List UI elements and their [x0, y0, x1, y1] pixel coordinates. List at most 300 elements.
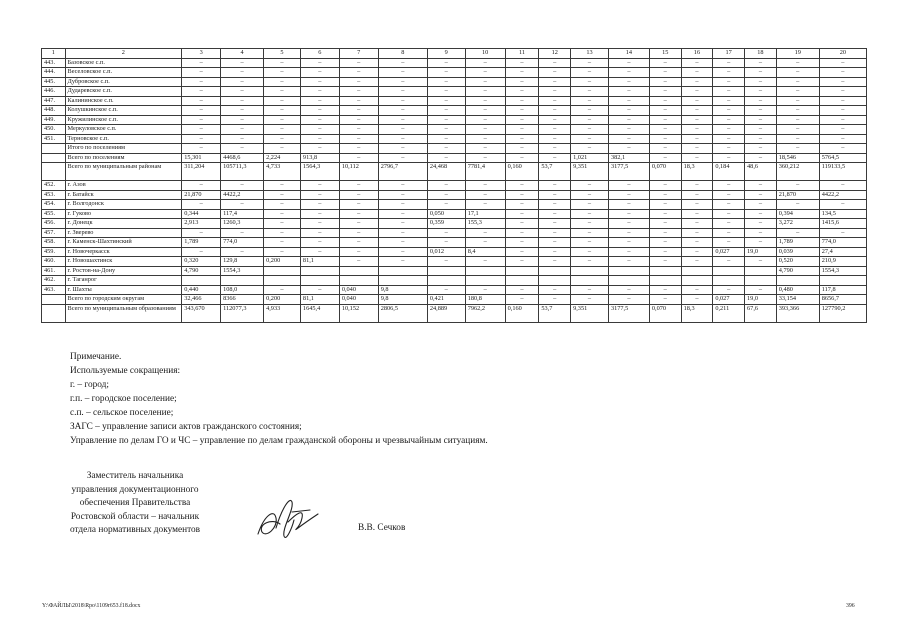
value-cell — [300, 266, 339, 276]
value-cell: 7781,4 — [465, 163, 505, 181]
value-cell: – — [745, 125, 777, 135]
value-cell: – — [745, 87, 777, 97]
value-cell: – — [505, 96, 539, 106]
value-cell: – — [465, 134, 505, 144]
value-cell: 913,8 — [300, 153, 339, 163]
table-row — [42, 285, 867, 295]
value-cell — [681, 276, 713, 286]
value-cell: – — [378, 219, 427, 229]
value-cell: – — [465, 257, 505, 267]
row-name-cell: г. Ростов-на-Дону — [65, 266, 182, 276]
value-cell: 1,789 — [182, 238, 221, 248]
value-cell: 24,889 — [427, 304, 465, 322]
value-cell: 2,224 — [264, 153, 301, 163]
value-cell: – — [339, 134, 378, 144]
value-cell: – — [378, 238, 427, 248]
value-cell: 3177,5 — [608, 304, 649, 322]
value-cell: – — [221, 247, 264, 257]
row-name-cell: г. Шахты — [65, 285, 182, 295]
row-name-cell: г. Волгодонск — [65, 200, 182, 210]
value-cell: – — [608, 134, 649, 144]
value-cell: – — [339, 106, 378, 116]
column-header: 16 — [681, 49, 713, 59]
column-header: 18 — [745, 49, 777, 59]
value-cell: – — [649, 58, 681, 68]
value-cell: – — [539, 144, 571, 154]
value-cell: 81,1 — [300, 257, 339, 267]
value-cell — [465, 266, 505, 276]
value-cell: 4468,6 — [221, 153, 264, 163]
value-cell — [339, 266, 378, 276]
note-line: с.п. – сельское поселение; — [70, 408, 174, 418]
value-cell: – — [264, 106, 301, 116]
value-cell: – — [505, 257, 539, 267]
value-cell: 0,421 — [427, 295, 465, 305]
row-number-cell: 443. — [42, 58, 66, 68]
value-cell: – — [713, 106, 745, 116]
column-header: 17 — [713, 49, 745, 59]
value-cell: 127790,2 — [819, 304, 866, 322]
value-cell — [378, 276, 427, 286]
value-cell: – — [339, 257, 378, 267]
value-cell: – — [427, 200, 465, 210]
value-cell: – — [465, 106, 505, 116]
value-cell: – — [539, 87, 571, 97]
column-header: 8 — [378, 49, 427, 59]
value-cell: – — [505, 200, 539, 210]
value-cell: 180,8 — [465, 295, 505, 305]
row-number-cell — [42, 304, 66, 322]
value-cell: – — [300, 238, 339, 248]
value-cell — [427, 266, 465, 276]
value-cell: 393,366 — [776, 304, 819, 322]
value-cell: – — [539, 153, 571, 163]
value-cell: – — [221, 68, 264, 78]
table-row — [42, 163, 867, 181]
value-cell: – — [649, 190, 681, 200]
value-cell: – — [776, 144, 819, 154]
value-cell: – — [745, 238, 777, 248]
value-cell: – — [745, 181, 777, 191]
value-cell: 0,070 — [649, 304, 681, 322]
value-cell: 24,468 — [427, 163, 465, 181]
value-cell: 0,050 — [427, 209, 465, 219]
value-cell: – — [300, 219, 339, 229]
value-cell: – — [745, 58, 777, 68]
value-cell: – — [465, 144, 505, 154]
row-name-cell: г. Новошахтинск — [65, 257, 182, 267]
footer-file-path: Y:\ФАЙЛЫ\2018\Rpo\1109r653.f18.docx — [42, 603, 141, 609]
value-cell: – — [427, 106, 465, 116]
value-cell: 18,3 — [681, 163, 713, 181]
value-cell: – — [300, 58, 339, 68]
value-cell: – — [427, 96, 465, 106]
value-cell: – — [649, 125, 681, 135]
value-cell: – — [539, 58, 571, 68]
row-number-cell: 451. — [42, 134, 66, 144]
value-cell: – — [681, 200, 713, 210]
value-cell: – — [264, 190, 301, 200]
value-cell: – — [182, 200, 221, 210]
value-cell: – — [505, 181, 539, 191]
value-cell — [539, 276, 571, 286]
value-cell: – — [681, 247, 713, 257]
value-cell: – — [182, 96, 221, 106]
value-cell: – — [505, 115, 539, 125]
value-cell: 0,200 — [264, 257, 301, 267]
value-cell: – — [427, 190, 465, 200]
value-cell: 8,4 — [465, 247, 505, 257]
value-cell — [608, 266, 649, 276]
value-cell: – — [649, 295, 681, 305]
value-cell: – — [713, 219, 745, 229]
value-cell: – — [681, 285, 713, 295]
value-cell: – — [745, 228, 777, 238]
table-row — [42, 87, 867, 97]
value-cell: – — [264, 181, 301, 191]
value-cell: – — [300, 87, 339, 97]
value-cell: – — [713, 96, 745, 106]
value-cell: – — [182, 68, 221, 78]
value-cell: – — [378, 181, 427, 191]
value-cell — [505, 276, 539, 286]
value-cell: 9,351 — [571, 304, 609, 322]
value-cell: – — [539, 96, 571, 106]
value-cell: – — [465, 96, 505, 106]
value-cell: – — [505, 209, 539, 219]
row-number-cell — [42, 153, 66, 163]
value-cell: – — [819, 200, 866, 210]
row-number-cell — [42, 295, 66, 305]
value-cell: – — [505, 106, 539, 116]
value-cell — [713, 276, 745, 286]
value-cell: 0,520 — [776, 257, 819, 267]
row-number-cell: 458. — [42, 238, 66, 248]
value-cell: – — [608, 125, 649, 135]
value-cell: – — [465, 153, 505, 163]
handwritten-signature — [252, 488, 324, 550]
position-line: Ростовской области – начальник — [70, 511, 200, 522]
value-cell: 774,0 — [221, 238, 264, 248]
value-cell: – — [221, 134, 264, 144]
value-cell: – — [571, 77, 609, 87]
value-cell: – — [571, 96, 609, 106]
value-cell: – — [649, 228, 681, 238]
value-cell: – — [339, 238, 378, 248]
column-header: 6 — [300, 49, 339, 59]
value-cell: – — [378, 144, 427, 154]
row-number-cell: 456. — [42, 219, 66, 229]
value-cell: – — [221, 96, 264, 106]
value-cell: – — [300, 285, 339, 295]
value-cell: – — [681, 209, 713, 219]
value-cell: – — [465, 125, 505, 135]
value-cell: 1415,6 — [819, 219, 866, 229]
value-cell: 0,039 — [776, 247, 819, 257]
data-table — [41, 48, 867, 323]
value-cell: – — [776, 96, 819, 106]
value-cell: – — [713, 257, 745, 267]
value-cell — [378, 266, 427, 276]
value-cell: – — [300, 125, 339, 135]
row-number-cell: 448. — [42, 106, 66, 116]
value-cell: – — [427, 125, 465, 135]
column-header: 13 — [571, 49, 609, 59]
value-cell: – — [378, 68, 427, 78]
table-row — [42, 276, 867, 286]
row-name-cell: Дударевское с.п. — [65, 87, 182, 97]
value-cell: – — [745, 96, 777, 106]
value-cell: – — [649, 96, 681, 106]
table-row — [42, 238, 867, 248]
value-cell: – — [713, 77, 745, 87]
note-line: г. – город; — [70, 380, 109, 390]
value-cell: – — [465, 58, 505, 68]
value-cell: – — [649, 134, 681, 144]
value-cell: – — [300, 209, 339, 219]
value-cell: – — [539, 106, 571, 116]
value-cell: 0,160 — [505, 304, 539, 322]
row-number-cell: 463. — [42, 285, 66, 295]
row-name-cell: Всего по городским округам — [65, 295, 182, 305]
row-name-cell: г. Азов — [65, 181, 182, 191]
column-header: 1 — [42, 49, 66, 59]
row-number-cell: 444. — [42, 68, 66, 78]
value-cell: – — [505, 144, 539, 154]
value-cell: – — [182, 247, 221, 257]
value-cell: 0,320 — [182, 257, 221, 267]
column-header: 3 — [182, 49, 221, 59]
value-cell: – — [819, 87, 866, 97]
value-cell: – — [465, 228, 505, 238]
value-cell: – — [505, 134, 539, 144]
value-cell — [221, 276, 264, 286]
value-cell: – — [505, 247, 539, 257]
value-cell: – — [539, 285, 571, 295]
value-cell: – — [681, 219, 713, 229]
value-cell: – — [427, 134, 465, 144]
value-cell: – — [427, 115, 465, 125]
value-cell: 9,351 — [571, 163, 609, 181]
signatory-position — [40, 470, 230, 538]
position-line: Заместитель начальника — [86, 471, 184, 481]
value-cell: – — [465, 285, 505, 295]
row-name-cell: Всего по муниципальным образованиям — [65, 304, 182, 322]
value-cell: – — [649, 219, 681, 229]
table-row — [42, 68, 867, 78]
value-cell: – — [571, 115, 609, 125]
value-cell: 17,1 — [465, 209, 505, 219]
row-name-cell: г. Зверево — [65, 228, 182, 238]
value-cell: – — [539, 219, 571, 229]
value-cell: – — [505, 125, 539, 135]
value-cell: – — [649, 238, 681, 248]
value-cell: – — [182, 106, 221, 116]
value-cell — [776, 276, 819, 286]
note-block — [70, 350, 488, 448]
value-cell: – — [681, 238, 713, 248]
value-cell: – — [713, 115, 745, 125]
row-name-cell: г. Гуково — [65, 209, 182, 219]
row-number-cell: 461. — [42, 266, 66, 276]
value-cell: – — [745, 219, 777, 229]
value-cell: 2806,5 — [378, 304, 427, 322]
value-cell: – — [339, 247, 378, 257]
value-cell: – — [745, 190, 777, 200]
value-cell: – — [505, 58, 539, 68]
value-cell: 2,913 — [182, 219, 221, 229]
value-cell: – — [264, 238, 301, 248]
value-cell: – — [300, 134, 339, 144]
row-name-cell: Веселовское с.п. — [65, 68, 182, 78]
value-cell: – — [776, 181, 819, 191]
row-number-cell: 453. — [42, 190, 66, 200]
value-cell: – — [300, 96, 339, 106]
value-cell: 19,0 — [745, 247, 777, 257]
value-cell: – — [221, 115, 264, 125]
value-cell: – — [339, 125, 378, 135]
value-cell: – — [264, 115, 301, 125]
value-cell: 105711,3 — [221, 163, 264, 181]
value-cell: 0,027 — [713, 295, 745, 305]
row-number-cell: 462. — [42, 276, 66, 286]
value-cell — [571, 266, 609, 276]
value-cell: – — [713, 134, 745, 144]
value-cell: – — [681, 125, 713, 135]
value-cell: – — [819, 144, 866, 154]
column-header: 15 — [649, 49, 681, 59]
value-cell: – — [182, 228, 221, 238]
value-cell: 7962,2 — [465, 304, 505, 322]
value-cell: – — [300, 115, 339, 125]
row-number-cell: 446. — [42, 87, 66, 97]
value-cell: 19,0 — [745, 295, 777, 305]
table-row — [42, 190, 867, 200]
value-cell: 2796,7 — [378, 163, 427, 181]
value-cell: 155,3 — [465, 219, 505, 229]
value-cell: – — [819, 115, 866, 125]
value-cell: – — [378, 115, 427, 125]
value-cell: – — [465, 68, 505, 78]
value-cell: – — [539, 247, 571, 257]
value-cell: – — [571, 58, 609, 68]
value-cell: – — [264, 219, 301, 229]
value-cell: – — [300, 144, 339, 154]
value-cell: – — [713, 228, 745, 238]
note-title: Примечание. — [70, 352, 122, 362]
value-cell: 18,546 — [776, 153, 819, 163]
value-cell: – — [608, 181, 649, 191]
value-cell: – — [649, 209, 681, 219]
value-cell: – — [427, 257, 465, 267]
value-cell: 27,4 — [819, 247, 866, 257]
value-cell: – — [571, 257, 609, 267]
signer-name: В.В. Сечков — [358, 523, 406, 533]
value-cell: – — [608, 200, 649, 210]
value-cell: 0,440 — [182, 285, 221, 295]
row-number-cell: 459. — [42, 247, 66, 257]
value-cell: 21,870 — [776, 190, 819, 200]
value-cell: – — [339, 68, 378, 78]
value-cell: – — [427, 68, 465, 78]
value-cell: 9,8 — [378, 295, 427, 305]
column-header: 10 — [465, 49, 505, 59]
value-cell: – — [339, 200, 378, 210]
value-cell: 210,9 — [819, 257, 866, 267]
value-cell — [264, 266, 301, 276]
value-cell: – — [571, 68, 609, 78]
table-row — [42, 228, 867, 238]
value-cell: – — [182, 125, 221, 135]
value-cell: 0,359 — [427, 219, 465, 229]
table-row — [42, 209, 867, 219]
value-cell: – — [608, 58, 649, 68]
value-cell: – — [571, 134, 609, 144]
value-cell: – — [539, 77, 571, 87]
value-cell: – — [505, 68, 539, 78]
value-cell: 0,184 — [713, 163, 745, 181]
value-cell: – — [339, 153, 378, 163]
value-cell: – — [539, 228, 571, 238]
value-cell: – — [539, 257, 571, 267]
value-cell: – — [264, 228, 301, 238]
table-row — [42, 144, 867, 154]
value-cell: – — [264, 285, 301, 295]
row-name-cell: г. Каменск-Шахтинский — [65, 238, 182, 248]
value-cell: – — [264, 209, 301, 219]
value-cell: 8366 — [221, 295, 264, 305]
table-row — [42, 96, 867, 106]
table-row — [42, 219, 867, 229]
value-cell: – — [776, 68, 819, 78]
value-cell: – — [681, 295, 713, 305]
value-cell: – — [182, 87, 221, 97]
value-cell — [339, 276, 378, 286]
value-cell — [465, 276, 505, 286]
value-cell: – — [571, 190, 609, 200]
value-cell: 15,301 — [182, 153, 221, 163]
column-header: 19 — [776, 49, 819, 59]
value-cell: 1260,3 — [221, 219, 264, 229]
value-cell: – — [681, 153, 713, 163]
row-number-cell: 449. — [42, 115, 66, 125]
value-cell: – — [649, 77, 681, 87]
value-cell — [539, 266, 571, 276]
value-cell — [571, 276, 609, 286]
value-cell: 0,012 — [427, 247, 465, 257]
column-header: 7 — [339, 49, 378, 59]
value-cell: 5764,5 — [819, 153, 866, 163]
row-name-cell: Калининское с.п. — [65, 96, 182, 106]
value-cell: – — [539, 68, 571, 78]
row-name-cell: г. Батайск — [65, 190, 182, 200]
value-cell: – — [182, 77, 221, 87]
value-cell: 0,394 — [776, 209, 819, 219]
value-cell: – — [649, 144, 681, 154]
value-cell: – — [776, 115, 819, 125]
value-cell: 21,870 — [182, 190, 221, 200]
note-line: Используемые сокращения: — [70, 366, 181, 376]
value-cell: 0,040 — [339, 295, 378, 305]
value-cell: – — [681, 96, 713, 106]
value-cell: – — [819, 181, 866, 191]
value-cell: – — [539, 115, 571, 125]
value-cell: – — [378, 190, 427, 200]
value-cell: – — [819, 58, 866, 68]
value-cell: – — [300, 106, 339, 116]
value-cell: 3177,5 — [608, 163, 649, 181]
value-cell: – — [221, 228, 264, 238]
